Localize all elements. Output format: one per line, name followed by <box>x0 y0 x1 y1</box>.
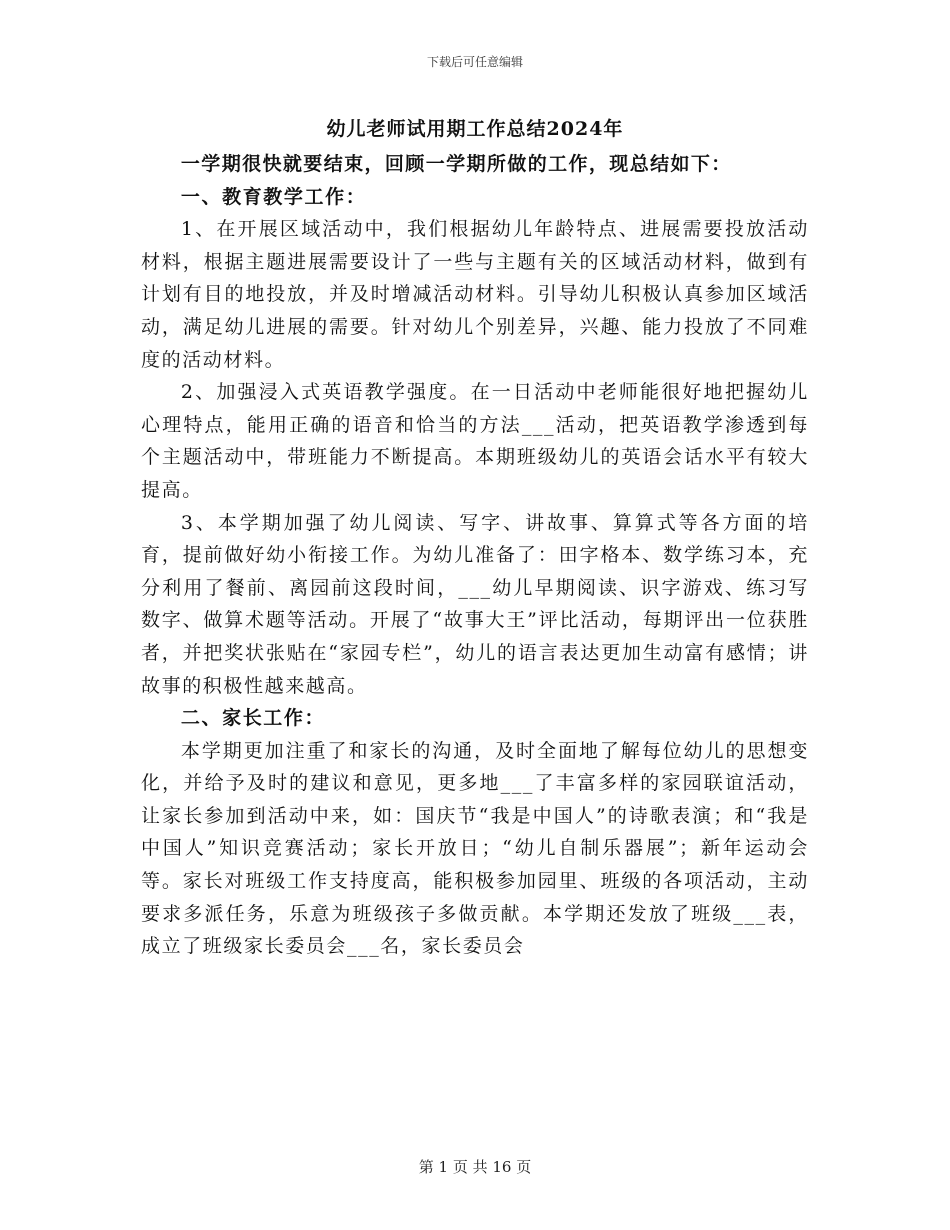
paragraph-parents-1: 本学期更加注重了和家长的沟通，及时全面地了解每位幼儿的思想变化，并给予及时的建议和意见，更多地___了丰富多样的家园联谊活动，让家长参加到活动中来，如：国庆节“我是中国人”的诗歌表演；和“我是中国人”知识竞赛活动；家长开放日；“幼儿自制乐器展”；新年运动会等。家长对班级工作支持度高，能积极参加园里、班级的各项活动，主动要求多派任务，乐意为班级孩子多做贡献。本学期还发放了班级___表，成立了班级家长委员会___名，家长委员会 <box>141 739 809 958</box>
document-body <box>141 148 809 963</box>
paragraph-teaching-3: 3、本学期加强了幼儿阅读、写字、讲故事、算算式等各方面的培育，提前做好幼小衔接工作。为幼儿准备了：田字格本、数学练习本，充分利用了餐前、离园前这段时间，___幼儿早期阅读、识字游戏、练习写数字、做算术题等活动。开展了“故事大王”评比活动，每期评出一位获胜者，并把奖状张贴在“家园专栏”，幼儿的语言表达更加生动富有感情；讲故事的积极性越来越高。 <box>141 511 809 697</box>
paragraph-teaching-2: 2、加强浸入式英语教学强度。在一日活动中老师能很好地把握幼儿心理特点，能用正确的语音和恰当的方法___活动，把英语教学渗透到每个主题活动中，带班能力不断提高。本期班级幼儿的英语会话水平有较大提高。 <box>141 381 809 501</box>
page-number-footer: 第 1 页 共 16 页 <box>418 1158 532 1176</box>
paragraph-teaching-1: 1、在开展区域活动中，我们根据幼儿年龄特点、进展需要投放活动材料，根据主题进展需要设计了一些与主题有关的区域活动材料，做到有计划有目的地投放，并及时增减活动材料。引导幼儿积极认真参加区域活动，满足幼儿进展的需要。针对幼儿个别差异，兴趣、能力投放了不同难度的活动材料。 <box>141 218 809 371</box>
section-heading-parents: 二、家长工作： <box>180 707 326 730</box>
document-title: 幼儿老师试用期工作总结2024年 <box>326 118 624 140</box>
section-heading-teaching: 一、教育教学工作： <box>180 185 367 208</box>
page-header-note: 下载后可任意编辑 <box>426 55 523 69</box>
intro-heading: 一学期很快就要结束，回顾一学期所做的工作，现总结如下： <box>180 153 732 175</box>
